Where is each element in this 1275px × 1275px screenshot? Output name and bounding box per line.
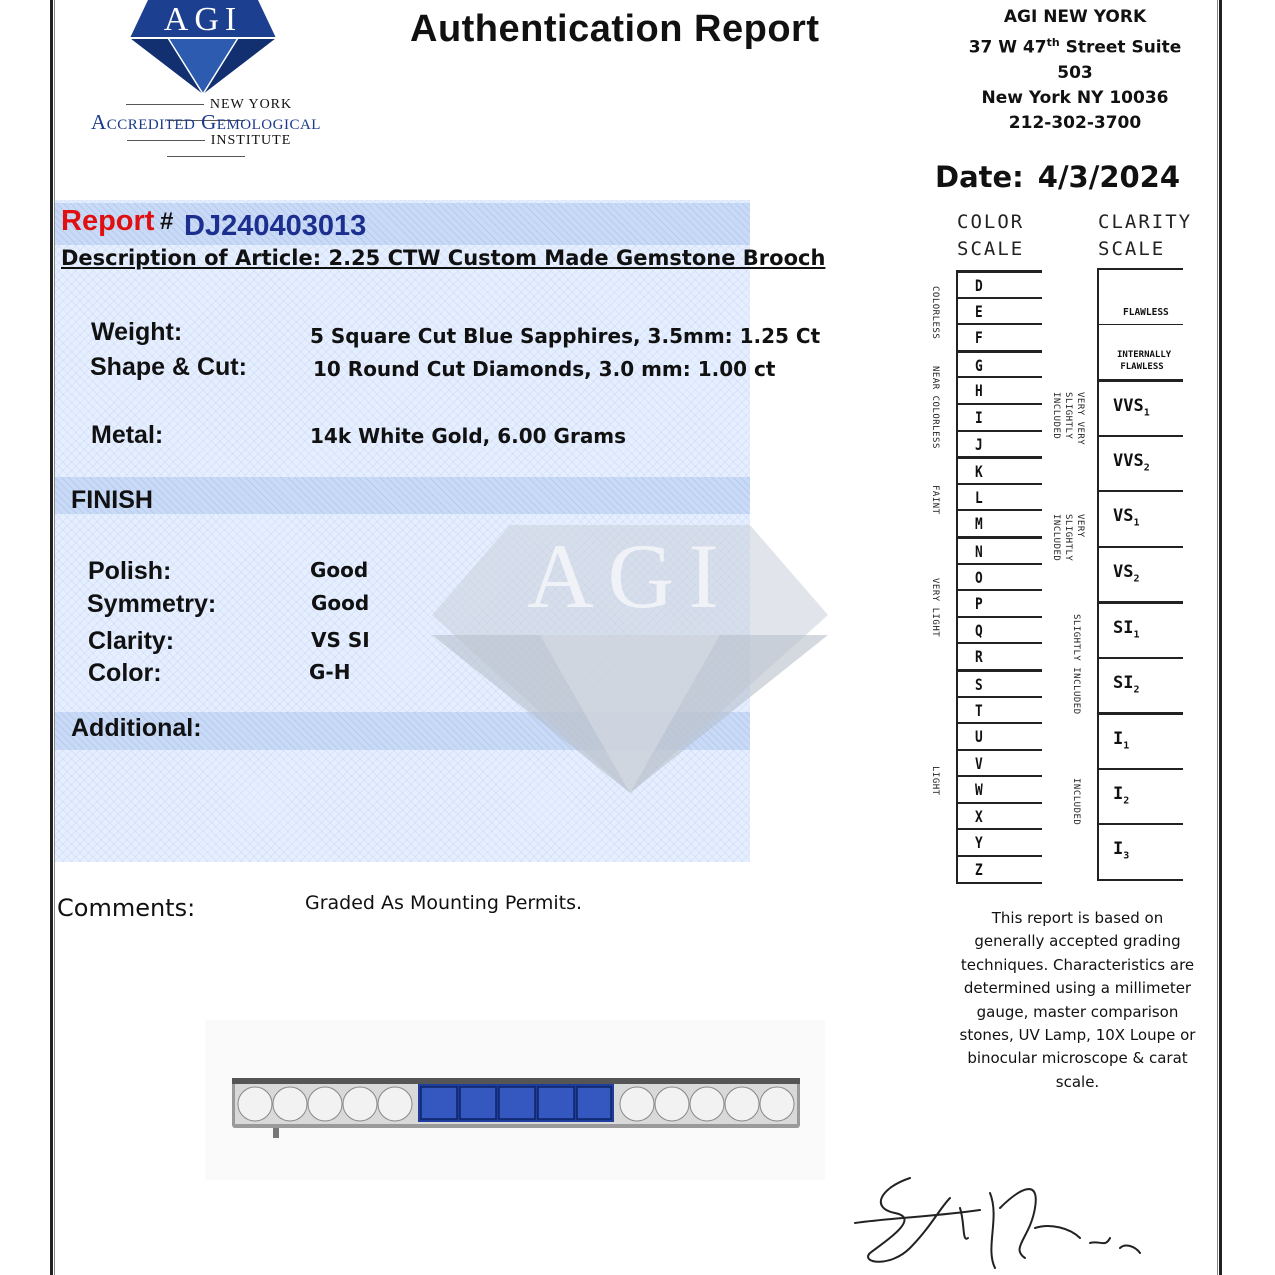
color-grade-label: U (974, 727, 983, 747)
symmetry-label: Symmetry: (87, 590, 217, 618)
clarity-grade-label: $VVS_2$ (1113, 450, 1150, 473)
color-label: Color: (88, 659, 162, 687)
address-name: AGI NEW YORK (1003, 7, 1147, 27)
color-grade-row (956, 297, 1042, 324)
symmetry-value: Good (311, 591, 370, 615)
color-grade-label: S (974, 674, 983, 694)
color-grade-label: P (974, 594, 983, 614)
clarity-grade-label: $VVS_1$ (1113, 396, 1150, 419)
clarity-grade-row (1097, 712, 1183, 768)
finish-heading: FINISH (71, 486, 153, 514)
clarity-grade-label: $VS_1$ (1113, 506, 1140, 529)
clarity-label: Clarity: (88, 627, 175, 655)
diamond-logo-icon (128, 0, 278, 95)
color-grade-row (956, 669, 1042, 696)
date-value: 4/3/2024 (1037, 160, 1181, 194)
clarity-grade-row (1097, 379, 1183, 435)
agi-logo (78, 0, 334, 150)
clarity-scale-header: CLARITY SCALE (1098, 211, 1193, 260)
address-phone: 212-302-3700 (1008, 112, 1142, 133)
color-grade-label: W (974, 780, 983, 800)
color-grade-label: Z (974, 860, 983, 880)
color-value: G-H (309, 660, 351, 684)
color-grade-row (956, 483, 1042, 510)
report-number: DJ240403013 (184, 210, 367, 242)
color-grade-row (956, 589, 1042, 616)
logo-accredited: Accredited Gemological (91, 110, 321, 134)
color-grade-label: O (974, 567, 983, 587)
color-grade-row (956, 855, 1042, 882)
color-grade-label: E (974, 301, 983, 321)
clarity-grade-row (1097, 768, 1183, 824)
brooch-photo (205, 1020, 825, 1180)
clarity-grade-label: $VS_2$ (1113, 561, 1140, 584)
color-grade-label: X (974, 806, 983, 826)
group-vvs: VERY VERY SLIGHTLY INCLUDED (1051, 392, 1085, 446)
clarity-grade-row (1097, 324, 1183, 380)
report-date (935, 160, 1180, 194)
color-grade-row (956, 536, 1042, 563)
clarity-grade-label: $SI_1$ (1113, 618, 1140, 641)
address-city: New York NY 10036 (981, 87, 1169, 108)
clarity-grade-label: $I_2$ (1113, 783, 1130, 806)
report-label: Report (61, 205, 155, 237)
color-grade-label: R (974, 647, 983, 667)
clarity-grade-row (1097, 546, 1183, 602)
additional-heading: Additional: (71, 714, 202, 742)
clarity-grade-row (1097, 435, 1183, 491)
color-grade-row (956, 722, 1042, 749)
group-vs: VERY SLIGHTLY INCLUDED (1051, 514, 1085, 562)
color-grade-row (956, 696, 1042, 723)
color-grade-row (956, 509, 1042, 536)
color-grade-label: Q (974, 620, 983, 640)
group-light: LIGHT (930, 766, 940, 796)
address-street: 37 W 47th Street Suite 503 (968, 36, 1182, 83)
logo-new-york: NEW YORK (78, 97, 334, 129)
metal-label: Metal: (91, 421, 164, 449)
clarity-grade-row (1097, 657, 1183, 713)
color-grade-label: G (974, 355, 983, 375)
signature (850, 1168, 1150, 1275)
comments-label: Comments: (57, 894, 196, 922)
color-grade-row (956, 350, 1042, 377)
color-grade-label: H (974, 381, 983, 401)
polish-label: Polish: (88, 557, 172, 585)
report-hash: # (160, 208, 174, 235)
color-table-bottom (956, 882, 1042, 884)
clarity-grade-row (1097, 490, 1183, 546)
article-description: Description of Article: 2.25 CTW Custom Made Gemstone Brooch (61, 246, 826, 270)
color-grade-row (956, 828, 1042, 855)
logo-letters: AGI (163, 1, 243, 38)
agi-watermark-icon (430, 525, 830, 795)
clarity-grade-row (1097, 823, 1183, 879)
group-si: SLIGHTLY INCLUDED (1071, 614, 1081, 715)
clarity-value: VS SI (311, 628, 370, 652)
svg-text:AGI: AGI (527, 525, 733, 627)
right-border-inner (1217, 0, 1218, 1275)
clarity-grade-label: $I_1$ (1113, 729, 1130, 752)
finish-band (55, 477, 750, 514)
report-title: Authentication Report (410, 8, 820, 50)
clarity-grade-row (1097, 268, 1183, 324)
comments-value: Graded As Mounting Permits. (305, 892, 583, 914)
color-grade-label: F (974, 328, 983, 348)
group-very-light: VERY LIGHT (930, 578, 940, 638)
right-border (1219, 0, 1222, 1275)
color-grade-row (956, 456, 1042, 483)
color-grade-label: Y (974, 833, 983, 853)
color-grade-row (956, 616, 1042, 643)
color-grade-row (956, 775, 1042, 802)
color-scale-header: COLOR SCALE (957, 211, 1025, 260)
polish-value: Good (310, 558, 369, 582)
group-near-colorless: NEAR COLORLESS (930, 366, 940, 449)
color-grade-label: T (974, 700, 983, 720)
clarity-table-bottom (1097, 879, 1183, 881)
color-grade-label: M (974, 514, 983, 534)
color-grade-label: I (974, 407, 983, 427)
grading-note: This report is based on generally accepted grading techniques. Characteristics are determined using a millimeter gauge, master comparison stones, UV Lamp, 10X Loupe or binocular microscope & carat scale. (959, 909, 1196, 1091)
color-grade-row (956, 563, 1042, 590)
stone-line-1: 5 Square Cut Blue Sapphires, 3.5mm: 1.25 Ct (310, 324, 821, 348)
color-grade-row (956, 323, 1042, 350)
color-grade-label: N (974, 541, 983, 561)
color-grade-row (956, 270, 1042, 297)
color-grade-row (956, 376, 1042, 403)
group-faint: FAINT (930, 485, 940, 515)
color-grade-row (956, 642, 1042, 669)
logo-institute: INSTITUTE (78, 133, 334, 165)
left-border (50, 0, 53, 1275)
color-grade-row (956, 430, 1042, 457)
group-colorless: COLORLESS (930, 286, 940, 340)
address-block (950, 5, 1200, 136)
clarity-scale-table (1097, 268, 1183, 881)
color-grade-label: L (974, 487, 983, 507)
color-grade-label: V (974, 753, 983, 773)
metal-value: 14k White Gold, 6.00 Grams (310, 424, 627, 448)
color-grade-row (956, 802, 1042, 829)
clarity-grade-label: FLAWLESS (1123, 306, 1169, 318)
clarity-grade-row (1097, 601, 1183, 657)
color-grade-row (956, 749, 1042, 776)
clarity-grade-label: $I_3$ (1113, 839, 1130, 862)
color-grade-label: D (974, 276, 983, 295)
weight-label: Weight: (91, 318, 183, 346)
clarity-grade-label: INTERNALLY FLAWLESS (1117, 350, 1172, 372)
color-grade-label: K (974, 462, 983, 482)
group-included: INCLUDED (1071, 778, 1081, 826)
color-scale-table (956, 270, 1042, 884)
color-grade-label: J (974, 434, 983, 454)
stone-line-2: 10 Round Cut Diamonds, 3.0 mm: 1.00 ct (313, 357, 776, 381)
color-grade-row (956, 403, 1042, 430)
date-label: Date: (935, 160, 1024, 194)
shape-cut-label: Shape & Cut: (90, 353, 247, 381)
clarity-grade-label: $SI_2$ (1113, 672, 1140, 695)
